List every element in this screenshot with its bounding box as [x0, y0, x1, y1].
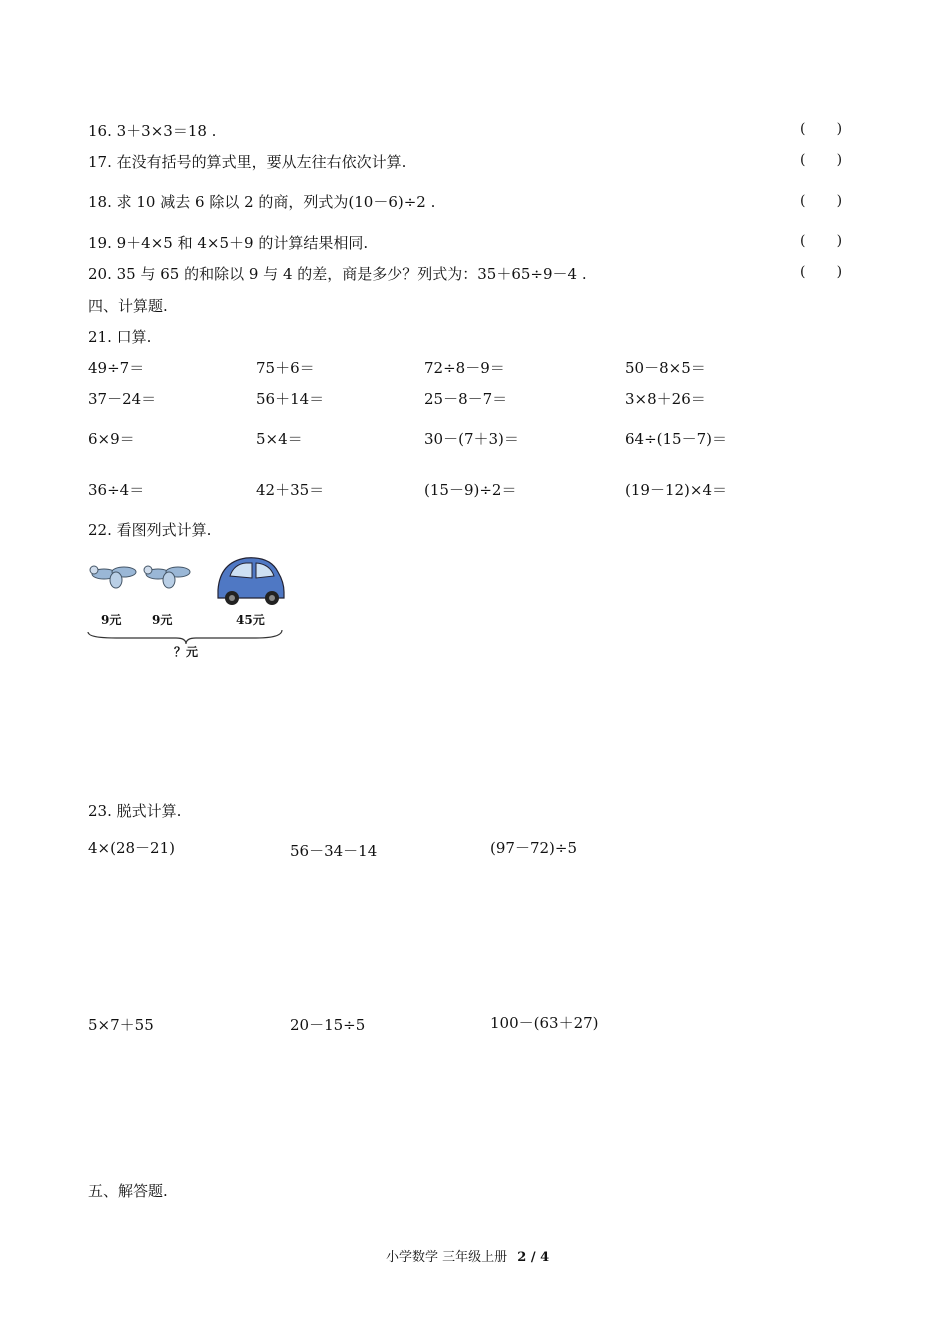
q23-expression: 56－34－14 [290, 842, 378, 860]
page-number: 2 / 4 [517, 1250, 550, 1265]
q21-item: 49÷7＝ [88, 359, 145, 377]
q21-item: 30－(7＋3)＝ [424, 430, 519, 448]
q23-expression: (97－72)÷5 [490, 839, 577, 857]
q21-item: 3×8＋26＝ [625, 390, 706, 408]
q18-answer-blank[interactable]: ( ) [800, 193, 843, 209]
page-footer [386, 1246, 549, 1265]
q23-expression: 5×7＋55 [88, 1016, 154, 1034]
q17-answer-blank[interactable]: ( ) [800, 152, 843, 168]
q23-title: 23. 脱式计算. [88, 802, 182, 820]
q16-answer-blank[interactable]: ( ) [800, 121, 843, 137]
q20-text: 20. 35 与 65 的和除以 9 与 4 的差，商是多少？列式为：35＋65÷9－4 . [88, 265, 587, 283]
car-price-label: 45元 [236, 613, 265, 627]
total-price-label: ？元 [174, 645, 199, 659]
toy-plane-icon [90, 566, 136, 588]
q18-text: 18. 求 10 减去 6 除以 2 的商，列式为(10－6)÷2 . [88, 193, 436, 211]
q16-text: 16. 3＋3×3＝18 . [88, 122, 217, 140]
plane-price-label: 9元 [152, 613, 173, 627]
footer-subject: 小学数学 三年级上册 [386, 1250, 508, 1265]
q21-item: 75＋6＝ [256, 359, 315, 377]
q17-text: 17. 在没有括号的算式里，要从左往右依次计算. [88, 153, 407, 171]
q21-item: 37－24＝ [88, 390, 157, 408]
q22-title: 22. 看图列式计算. [88, 521, 212, 539]
q20-answer-blank[interactable]: ( ) [800, 264, 843, 280]
q19-answer-blank[interactable]: ( ) [800, 233, 843, 249]
q21-item: 25－8－7＝ [424, 390, 508, 408]
q21-item: (15－9)÷2＝ [424, 481, 517, 499]
q21-item: 5×4＝ [256, 430, 303, 448]
q23-expression: 20－15÷5 [290, 1016, 366, 1034]
q21-item: 6×9＝ [88, 430, 135, 448]
q19-text: 19. 9＋4×5 和 4×5＋9 的计算结果相同. [88, 234, 369, 252]
toy-car-icon [218, 558, 284, 605]
q21-item: 36÷4＝ [88, 481, 145, 499]
q21-title: 21. 口算. [88, 328, 152, 346]
q21-item: (19－12)×4＝ [625, 481, 727, 499]
q21-item: 50－8×5＝ [625, 359, 706, 377]
total-brace [88, 630, 282, 644]
q21-item: 56＋14＝ [256, 390, 325, 408]
q23-expression: 100－(63＋27) [490, 1014, 599, 1032]
q21-item: 64÷(15－7)＝ [625, 430, 727, 448]
q21-item: 72÷8－9＝ [424, 359, 505, 377]
plane-price-label: 9元 [101, 613, 122, 627]
section-5-heading: 五、解答题. [88, 1182, 168, 1200]
q21-item: 42＋35＝ [256, 481, 325, 499]
section-4-heading: 四、计算题. [88, 297, 168, 315]
q23-expression: 4×(28－21) [88, 839, 175, 857]
toy-plane-icon [144, 566, 190, 588]
